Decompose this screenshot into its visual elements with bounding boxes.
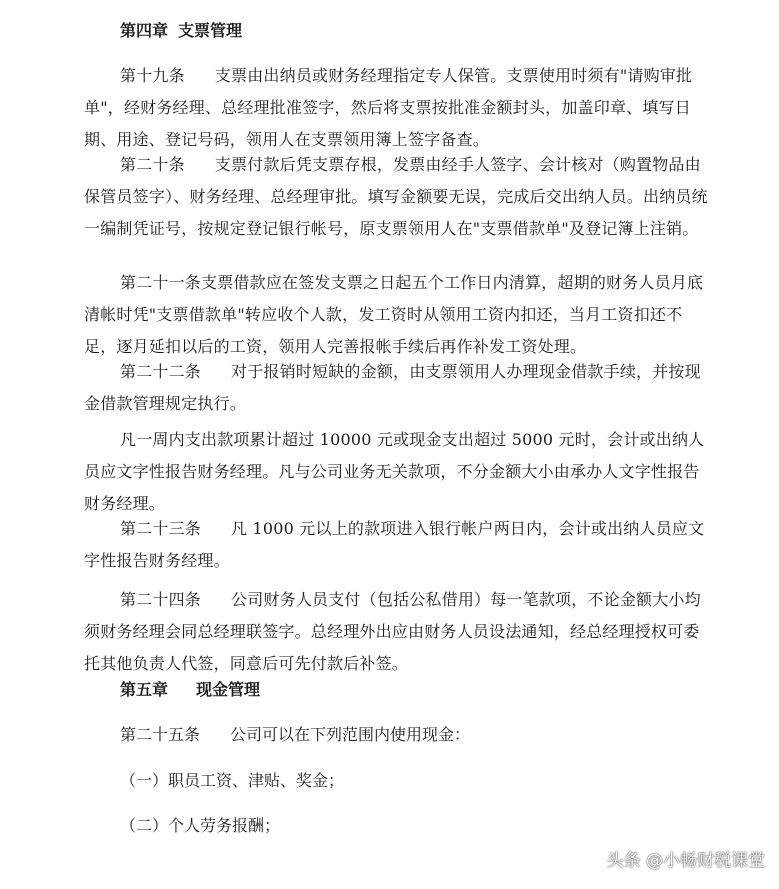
- chapter-4-label: 第四章: [120, 21, 169, 40]
- list-item-1: （一）职员工资、津贴、奖金；: [120, 771, 345, 790]
- article-22-text: 对于报销时短缺的金额，由支票领用人办理现金借款手续，并按现金借款管理规定执行。: [84, 362, 701, 413]
- article-23-number: 第二十三条: [120, 519, 202, 538]
- article-21-number: 第二十一条: [120, 273, 202, 292]
- article-24: [84, 584, 714, 680]
- article-19: [84, 60, 714, 156]
- article-23: [84, 513, 714, 577]
- watermark: 头条 @小畅财税课堂: [606, 851, 765, 871]
- list-item-2: （二）个人劳务报酬；: [120, 816, 281, 835]
- article-19-text: 支票由出纳员或财务经理指定专人保管。支票使用时须有"请购审批单"，经财务经理、总经理批准签字，然后将支票按批准金额封头，加盖印章、填写日期、用途、登记号码，领用人在支票领用簿上签字备查。: [84, 66, 693, 149]
- article-19-number: 第十九条: [120, 66, 185, 85]
- article-21: [84, 267, 714, 363]
- article-22: [84, 356, 714, 420]
- chapter-5-title: 现金管理: [196, 680, 261, 699]
- chapter-5-heading: [120, 680, 260, 700]
- article-20: [84, 149, 714, 245]
- paragraph-weekly-report: [84, 424, 714, 520]
- paragraph-weekly-text: 凡一周内支出款项累计超过 10000 元或现金支出超过 5000 元时，会计或出纳人员应文字性报告财务经理。凡与公司业务无关款项，不分金额大小由承办人文字性报告财务经理。: [84, 430, 705, 513]
- article-24-text: 公司财务人员支付（包括公私借用）每一笔款项，不论金额大小均须财务经理会同总经理联签字。总经理外出应由财务人员设法通知，经总经理授权可委托其他负责人代签，同意后可先付款后补签。: [84, 590, 701, 673]
- article-20-number: 第二十条: [120, 155, 185, 174]
- chapter-5-label: 第五章: [120, 680, 169, 699]
- article-22-number: 第二十二条: [120, 362, 202, 381]
- chapter-4-heading: [120, 21, 242, 41]
- chapter-4-title: 支票管理: [178, 21, 243, 40]
- article-20-text: 支票付款后凭支票存根，发票由经手人签字、会计核对（购置物品由保管员签字）、财务经理、总经理审批。填写金额要无误，完成后交出纳人员。出纳员统一编制凭证号，按规定登记银行帐号，原支票领用人在"支票借款单"及登记簿上注销。: [84, 155, 708, 238]
- article-25: [120, 725, 470, 745]
- article-25-number: 第二十五条: [120, 725, 201, 744]
- article-23-text: 凡 1000 元以上的款项进入银行帐户两日内，会计或出纳人员应文字性报告财务经理。: [84, 519, 705, 570]
- article-24-number: 第二十四条: [120, 590, 202, 609]
- article-21-text: 支票借款应在签发支票之日起五个工作日内清算，超期的财务人员月底清帐时凭"支票借款单"转应收个人款，发工资时从领用工资内扣还，当月工资扣还不足，逐月延扣以后的工资，领用人完善报帐手续后再作补发工资处理。: [84, 273, 704, 356]
- article-25-text: 公司可以在下列范围内使用现金：: [230, 725, 471, 744]
